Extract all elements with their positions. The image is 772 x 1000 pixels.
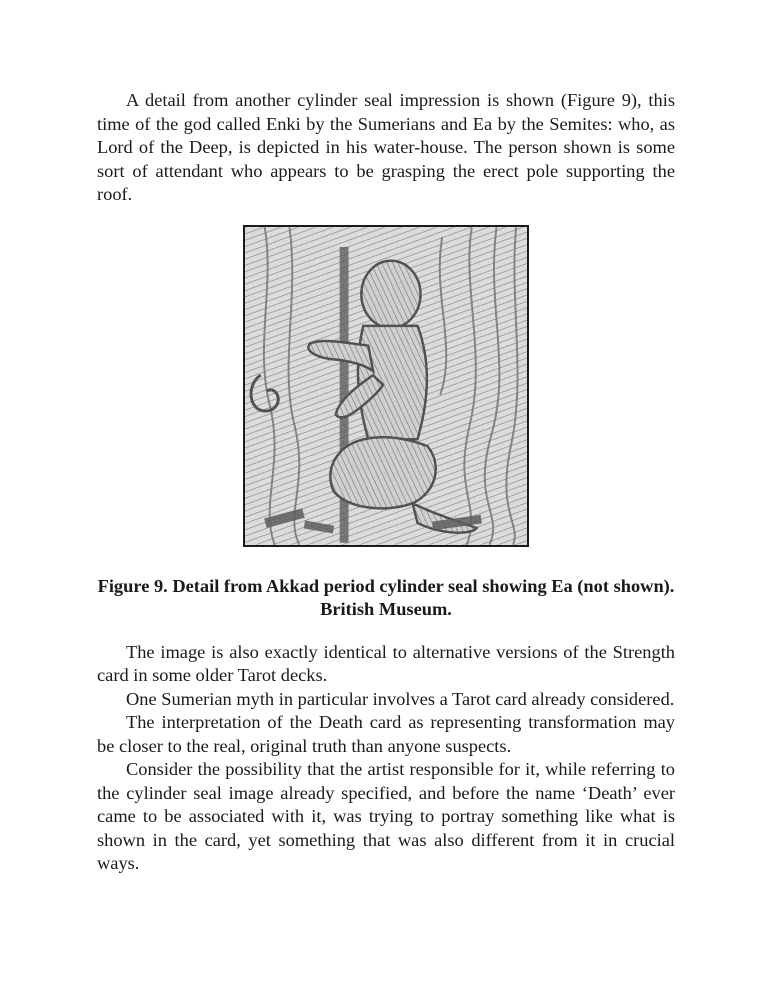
figure-container [97, 225, 675, 547]
seal-impression-image [243, 225, 529, 547]
document-page [97, 89, 675, 876]
body-paragraph: The image is also exactly identical to alternative versions of the Strength card in some older Tarot decks. [97, 641, 675, 685]
body-paragraph: The interpretation of the Death card as representing transformation may be closer to the real, original truth than anyone suspects. [97, 712, 675, 756]
body-paragraph: One Sumerian myth in particular involves a Tarot card already considered. [126, 688, 675, 709]
seal-impression-graphic [245, 227, 527, 545]
body-paragraph: Consider the possibility that the artist responsible for it, while referring to the cylinder seal image already specified, and before the name ‘Death’ ever came to be associated with it, was trying to portray something like what is shown in the card, yet something that was also different from it in crucial ways. [97, 759, 675, 873]
body-text-lower [97, 641, 675, 876]
body-paragraph: A detail from another cylinder seal impression is shown (Figure 9), this time of the god called Enki by the Sumerians and Ea by the Semites: who, as Lord of the Deep, is depicted in his water-house. The person shown is some sort of attendant who appears to be grasping the erect pole supporting the roof. [97, 90, 675, 204]
figure-caption: Figure 9. Detail from Akkad period cylinder seal showing Ea (not shown). British Museum. [97, 575, 675, 619]
